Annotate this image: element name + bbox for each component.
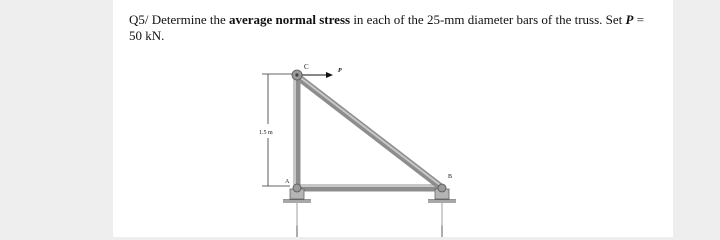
question-part-3: = 50 kN. [129, 12, 645, 43]
vertical-dimension-label: 1.5 m [259, 130, 273, 136]
member-ac [295, 76, 297, 188]
question-part-2: in each of the 25-mm diameter bars of the truss. Set [350, 12, 626, 27]
question-part-1: Determine the [148, 12, 229, 27]
load-p-label: P [338, 68, 342, 74]
load-arrow-head [326, 72, 333, 78]
node-b-label: B [448, 174, 453, 180]
member-cb [297, 75, 441, 187]
joint-c-pin [295, 73, 298, 76]
load-symbol: P [625, 12, 634, 27]
node-c-label: C [304, 63, 309, 71]
question-bold-term: average normal stress [229, 12, 351, 27]
question-number: Q5/ [129, 12, 149, 27]
horizontal-dimension [297, 225, 442, 237]
node-a-label: A [285, 179, 290, 185]
member-ab [297, 186, 442, 188]
